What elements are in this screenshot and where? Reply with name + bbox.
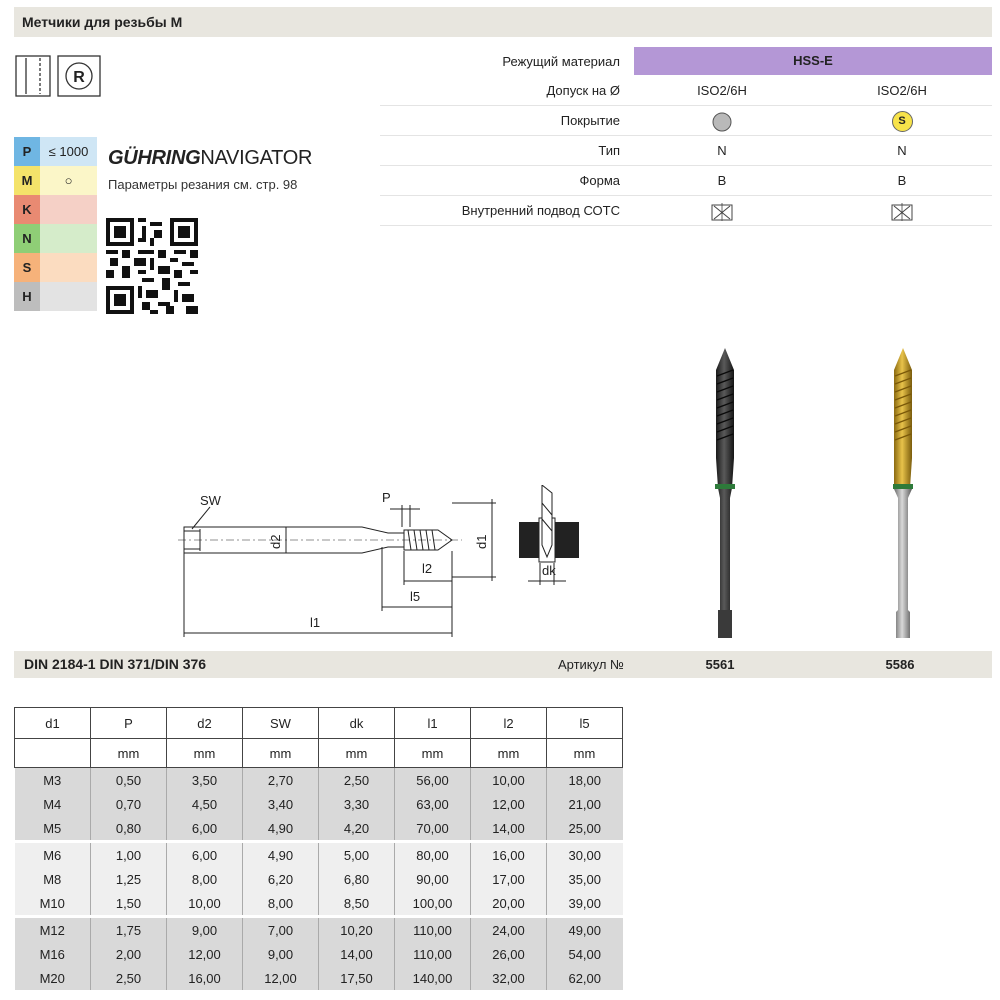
unit-cell: mm — [167, 739, 243, 768]
page-title: Метчики для резьбы M — [14, 7, 992, 37]
table-row — [15, 966, 623, 990]
column-header-l1: l1 — [395, 708, 471, 739]
material-value: HSS-E — [793, 53, 833, 68]
coating-label: Покрытие — [560, 113, 620, 128]
brand-logo — [108, 147, 312, 170]
table-cell: 2,50 — [319, 768, 395, 793]
uncoated-circle-icon — [711, 111, 733, 133]
no-coolant-icon — [891, 202, 913, 222]
article-5586[interactable]: 5586 — [885, 657, 915, 672]
unit-cell: mm — [547, 739, 623, 768]
table-cell: M8 — [15, 867, 91, 891]
coolant-value-2 — [812, 196, 992, 225]
table-cell: 24,00 — [471, 917, 547, 943]
table-cell: 5,00 — [319, 842, 395, 868]
table-units-row — [15, 739, 623, 768]
material-label: Режущий материал — [502, 54, 620, 69]
unit-cell: mm — [91, 739, 167, 768]
table-cell: 12,00 — [471, 792, 547, 816]
material-value-s — [40, 253, 97, 282]
table-row — [15, 842, 623, 868]
table-cell: 14,00 — [319, 942, 395, 966]
table-header-row — [15, 708, 623, 739]
column-header-p: P — [91, 708, 167, 739]
table-cell: M4 — [15, 792, 91, 816]
table-cell: 17,00 — [471, 867, 547, 891]
table-cell: 140,00 — [395, 966, 471, 990]
column-header-l2: l2 — [471, 708, 547, 739]
table-cell: 1,75 — [91, 917, 167, 943]
table-cell: 20,00 — [471, 891, 547, 917]
table-cell: M3 — [15, 768, 91, 793]
table-cell: 25,00 — [547, 816, 623, 842]
table-cell: 6,80 — [319, 867, 395, 891]
tap-symbols — [14, 52, 104, 100]
table-cell: 10,00 — [167, 891, 243, 917]
table-cell: 4,90 — [243, 842, 319, 868]
svg-text:R: R — [73, 69, 85, 86]
table-body — [15, 768, 623, 991]
table-row — [15, 942, 623, 966]
label-d2: d2 — [268, 534, 283, 549]
tolerance-label: Допуск на Ø — [546, 83, 620, 98]
table-cell: 9,00 — [167, 917, 243, 943]
column-header-l5: l5 — [547, 708, 623, 739]
unit-cell — [15, 739, 91, 768]
material-code-s: S — [14, 253, 40, 282]
table-cell: 26,00 — [471, 942, 547, 966]
tin-coating-icon: S — [892, 111, 913, 132]
unit-cell: mm — [471, 739, 547, 768]
column-header-d1: d1 — [15, 708, 91, 739]
table-cell: 110,00 — [395, 942, 471, 966]
table-cell: 3,40 — [243, 792, 319, 816]
spec-row-coating — [380, 106, 992, 136]
unit-cell: mm — [319, 739, 395, 768]
table-cell: 14,00 — [471, 816, 547, 842]
article-5561[interactable]: 5561 — [705, 657, 735, 672]
label-dk: dk — [542, 563, 556, 578]
table-cell: 70,00 — [395, 816, 471, 842]
spec-row-tolerance — [380, 76, 992, 106]
type-label: Тип — [598, 143, 620, 158]
table-cell: 2,00 — [91, 942, 167, 966]
table-cell: 12,00 — [243, 966, 319, 990]
coating-value-1 — [632, 106, 812, 135]
table-cell: 4,50 — [167, 792, 243, 816]
material-code-h: H — [14, 282, 40, 311]
table-cell: 3,30 — [319, 792, 395, 816]
material-value-m: ○ — [40, 166, 97, 195]
table-cell: 90,00 — [395, 867, 471, 891]
table-cell: 110,00 — [395, 917, 471, 943]
table-cell: 16,00 — [167, 966, 243, 990]
no-coolant-icon — [711, 202, 733, 222]
column-header-dk: dk — [319, 708, 395, 739]
table-cell: 4,90 — [243, 816, 319, 842]
tolerance-value-1: ISO2/6H — [697, 83, 747, 98]
form-value-2: B — [897, 173, 907, 188]
table-cell: 1,00 — [91, 842, 167, 868]
article-label: Артикул № — [557, 657, 624, 672]
table-cell: 63,00 — [395, 792, 471, 816]
table-cell: 1,50 — [91, 891, 167, 917]
type-value-1: N — [717, 143, 727, 158]
label-l2: l2 — [422, 561, 433, 576]
table-cell: 62,00 — [547, 966, 623, 990]
table-cell: 8,00 — [167, 867, 243, 891]
spec-row-coolant — [380, 196, 992, 226]
material-value-k — [40, 195, 97, 224]
label-sw: SW — [200, 493, 221, 508]
table-row — [15, 816, 623, 842]
brand-name-light: NAVIGATOR — [200, 147, 313, 169]
coating-value-2 — [812, 106, 992, 135]
label-l5: l5 — [410, 589, 421, 604]
tap-profile-icon — [16, 56, 50, 96]
label-p: P — [382, 490, 391, 505]
table-cell: M12 — [15, 917, 91, 943]
material-code-k: K — [14, 195, 40, 224]
tolerance-value-2: ISO2/6H — [877, 83, 927, 98]
column-header-sw: SW — [243, 708, 319, 739]
material-value-p: ≤ 1000 — [40, 137, 97, 166]
din-standard: DIN 2184-1 DIN 371/DIN 376 — [24, 656, 207, 672]
right-hand-thread-icon — [58, 56, 100, 96]
table-cell: 21,00 — [547, 792, 623, 816]
table-cell: M16 — [15, 942, 91, 966]
table-cell: 54,00 — [547, 942, 623, 966]
table-cell: 7,00 — [243, 917, 319, 943]
table-cell: 8,00 — [243, 891, 319, 917]
table-cell: 2,50 — [91, 966, 167, 990]
table-cell: 1,25 — [91, 867, 167, 891]
material-code-n: N — [14, 224, 40, 253]
table-cell: 8,50 — [319, 891, 395, 917]
table-cell: 56,00 — [395, 768, 471, 793]
label-l1: l1 — [310, 615, 321, 630]
material-code-m: M — [14, 166, 40, 195]
table-cell: 32,00 — [471, 966, 547, 990]
spec-row-form — [380, 166, 992, 196]
table-cell: 0,70 — [91, 792, 167, 816]
table-cell: 39,00 — [547, 891, 623, 917]
form-value-1: B — [717, 173, 727, 188]
table-cell: 0,80 — [91, 816, 167, 842]
table-cell: 30,00 — [547, 842, 623, 868]
label-d1: d1 — [474, 534, 489, 549]
coolant-label: Внутренний подвод СОТС — [461, 203, 620, 218]
standard-band — [14, 651, 992, 678]
spec-row-type — [380, 136, 992, 166]
tap-dimension-drawing — [176, 485, 596, 645]
material-value-h — [40, 282, 97, 311]
table-cell: 35,00 — [547, 867, 623, 891]
table-row — [15, 891, 623, 917]
table-cell: 6,00 — [167, 842, 243, 868]
tap-5586-image — [878, 348, 928, 642]
coolant-value-1 — [632, 196, 812, 225]
table-cell: 49,00 — [547, 917, 623, 943]
table-row — [15, 768, 623, 793]
table-cell: 80,00 — [395, 842, 471, 868]
table-cell: 17,50 — [319, 966, 395, 990]
table-cell: M5 — [15, 816, 91, 842]
dimensions-table — [14, 707, 623, 990]
table-cell: 16,00 — [471, 842, 547, 868]
unit-cell: mm — [395, 739, 471, 768]
column-header-d2: d2 — [167, 708, 243, 739]
table-row — [15, 867, 623, 891]
table-row — [15, 792, 623, 816]
table-row — [15, 917, 623, 943]
unit-cell: mm — [243, 739, 319, 768]
table-cell: 10,20 — [319, 917, 395, 943]
tap-5561-image — [700, 348, 750, 642]
brand-name-bold: GÜHRING — [108, 147, 201, 169]
material-code-p: P — [14, 137, 40, 166]
qr-code-icon[interactable] — [106, 218, 198, 314]
table-cell: 6,20 — [243, 867, 319, 891]
table-cell: 18,00 — [547, 768, 623, 793]
table-cell: 12,00 — [167, 942, 243, 966]
table-cell: 3,50 — [167, 768, 243, 793]
table-cell: 10,00 — [471, 768, 547, 793]
table-cell: 4,20 — [319, 816, 395, 842]
material-band — [634, 47, 992, 75]
table-cell: 6,00 — [167, 816, 243, 842]
table-cell: M6 — [15, 842, 91, 868]
table-cell: 2,70 — [243, 768, 319, 793]
table-cell: 9,00 — [243, 942, 319, 966]
type-value-2: N — [897, 143, 907, 158]
form-label: Форма — [579, 173, 620, 188]
material-value-n — [40, 224, 97, 253]
table-cell: M10 — [15, 891, 91, 917]
table-cell: 0,50 — [91, 768, 167, 793]
table-cell: M20 — [15, 966, 91, 990]
table-cell: 100,00 — [395, 891, 471, 917]
cutting-params-note: Параметры резания см. стр. 98 — [108, 177, 298, 192]
